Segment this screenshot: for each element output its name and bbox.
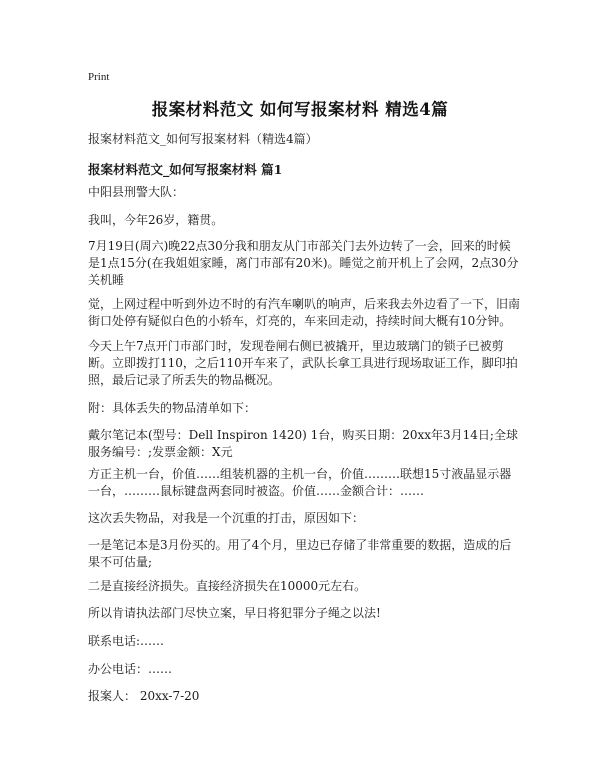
request-paragraph: 所以肯请执法部门尽快立案，早日将犯罪分子绳之以法! bbox=[88, 606, 381, 620]
reporter-signature-line: 报案人： 20xx-7-20 bbox=[88, 689, 200, 703]
intro-paragraph: 我叫，今年26岁，籍贯。 bbox=[88, 213, 224, 227]
print-label: Print bbox=[88, 71, 110, 83]
incident-paragraph-2: 觉，上网过程中听到外边不时的有汽车喇叭的响声，后来我去外边看了一下，旧南街口处停有疑似白色的小轿车，灯亮的，车来回走动，持续时间大概有10分钟。 bbox=[88, 297, 521, 328]
document-title: 报案材料范文 如何写报案材料 精选4篇 bbox=[151, 100, 449, 119]
stolen-item-laptop: 戴尔笔记本(型号：Dell Inspiron 1420) 1台，购买日期：20xx年3月14日;全球服务编号：;发票金额：X元 bbox=[88, 428, 518, 459]
loss-impact-heading: 这次丢失物品，对我是一个沉重的打击，原因如下： bbox=[88, 511, 365, 525]
loss-reason-2: 二是直接经济损失。直接经济损失在10000元左右。 bbox=[88, 579, 367, 593]
incident-paragraph-3: 今天上午7点开门市部门时，发现卷闸右侧已被撬开，里边玻璃门的锁子已被剪断。立即拨打110，之后110开车来了，武队长拿工具进行现场取证工作，脚印拍照，最后记录了所丢失的物品概况。 bbox=[88, 339, 518, 387]
incident-paragraph-1: 7月19日(周六)晚22点30分我和朋友从门市部关门去外边转了一会，回来的时候是1点15分(在我姐姐家睡，离门市部有20米)。睡觉之前开机上了会网，2点30分关机睡 bbox=[88, 239, 519, 287]
attachment-heading: 附：具体丢失的物品清单如下： bbox=[88, 401, 257, 415]
addressee-line: 中阳县刑警大队： bbox=[88, 185, 185, 199]
loss-reason-1: 一是笔记本是3月份买的。用了4个月，里边已存储了非常重要的数据，造成的后果不可估量; bbox=[88, 538, 512, 569]
document-subtitle: 报案材料范文_如何写报案材料（精选4篇） bbox=[88, 132, 318, 146]
contact-phone: 联系电话:…… bbox=[88, 634, 165, 648]
stolen-items-other: 方正主机一台，价值……组装机器的主机一台，价值………联想15寸液晶显示器一台，………鼠标键盘两套同时被盗。价值……金额合计：…… bbox=[88, 467, 512, 498]
office-phone: 办公电话：…… bbox=[88, 662, 173, 676]
section-heading: 报案材料范文_如何写报案材料 篇1 bbox=[88, 162, 283, 177]
